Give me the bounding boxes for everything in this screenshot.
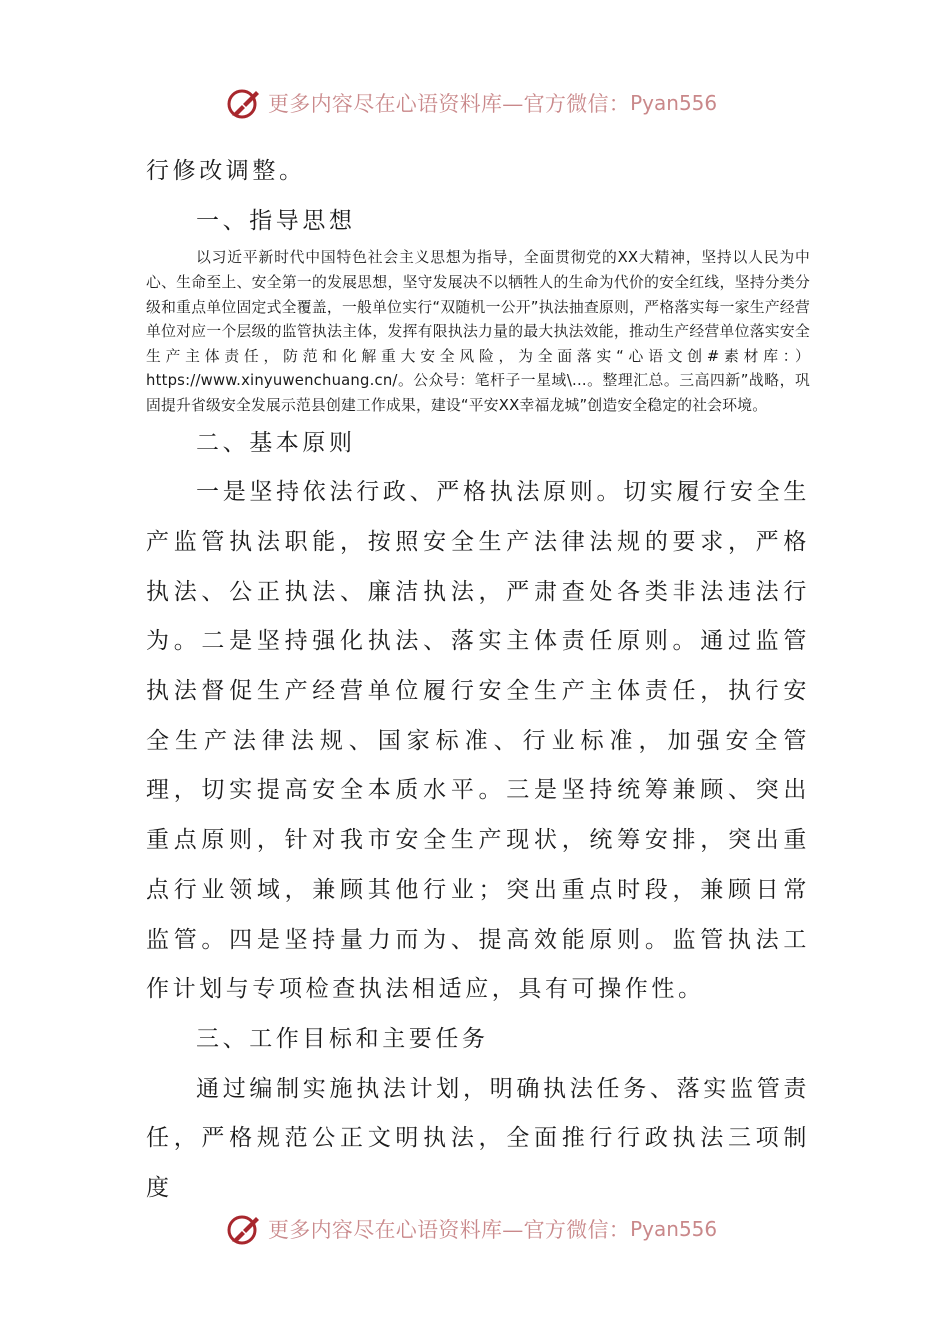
paragraph-goals-tasks: 通过编制实施执法计划，明确执法任务、落实监管责任，严格规范公正文明执法，全面推行行政执法三项制度 — [146, 1075, 810, 1202]
document-body — [146, 147, 810, 1214]
section-heading-2: 二、基本原则 — [196, 429, 356, 456]
banner-text: 更多内容尽在心语资料库—官方微信： — [268, 92, 631, 116]
footer-banner — [226, 1209, 746, 1249]
header-banner — [226, 83, 746, 123]
banner-text: 更多内容尽在心语资料库—官方微信： — [268, 1218, 631, 1242]
quill-pen-logo-icon — [226, 1211, 262, 1247]
intro-tail-text: 行修改调整。 — [146, 158, 306, 184]
section-heading-3: 三、工作目标和主要任务 — [196, 1026, 489, 1052]
wechat-id: Pyan556 — [630, 91, 718, 115]
quill-pen-logo-icon — [226, 85, 262, 121]
paragraph-guiding-thought: 以习近平新时代中国特色社会主义思想为指导，全面贯彻党的XX大精神，坚持以人民为中心、生命至上、安全第一的发展思想，坚守发展决不以牺牲人的生命为代价的安全红线，坚持分类分级和重点单位固定式全覆盖，一般单位实行“双随机一公开”执法抽查原则，严格落实每一家生产经营单位对应一个层级的监管执法主体，发挥有限执法力量的最大执法效能，推动生产经营单位落实安全生产主体责任，防范和化解重大安全风险，为全面落实“心语文创#素材库：）https://www.xinyuwenchuang.cn/。公众号：笔杆子一星域\...。整理汇总。三高四新”战略，巩固提升省级安全发展示范县创建工作成果，建设“平安XX幸福龙城”创造安全稳定的社会环境。 — [146, 249, 810, 414]
section-heading-1: 一、指导思想 — [196, 207, 356, 234]
paragraph-basic-principles: 一是坚持依法行政、严格执法原则。切实履行安全生产监管执法职能，按照安全生产法律法规的要求，严格执法、公正执法、廉洁执法，严肃查处各类非法违法行为。二是坚持强化执法、落实主体责任原则。通过监管执法督促生产经营单位履行安全生产主体责任，执行安全生产法律法规、国家标准、行业标准，加强安全管理，切实提高安全本质水平。三是坚持统筹兼顾、突出重点原则，针对我市安全生产现状，统筹安排，突出重点行业领域，兼顾其他行业；突出重点时段，兼顾日常监管。四是坚持量力而为、提高效能原则。监管执法工作计划与专项检查执法相适应，具有可操作性。 — [146, 479, 810, 1003]
wechat-id: Pyan556 — [630, 1217, 718, 1241]
